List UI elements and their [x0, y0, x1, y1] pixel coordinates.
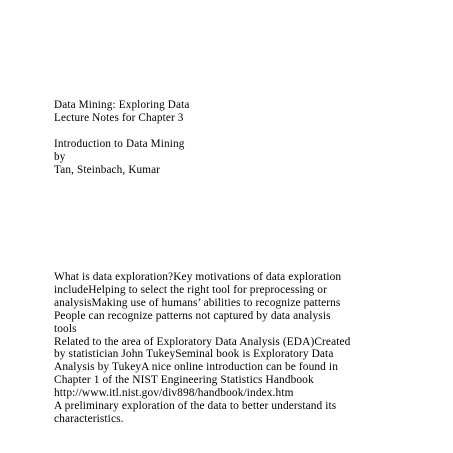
- title-gap: [54, 125, 414, 138]
- body-line: Related to the area of Exploratory Data Analysis (EDA)Created: [54, 335, 351, 348]
- subtitle-line: Introduction to Data Mining: [54, 138, 185, 151]
- body-line: analysisMaking use of humans’ abilities to recognize patterns: [54, 296, 341, 309]
- body-line: characteristics.: [54, 412, 124, 425]
- body-line: by statistician John TukeySeminal book is Exploratory Data: [54, 348, 334, 361]
- body-line: Chapter 1 of the NIST Engineering Statistics Handbook: [54, 374, 314, 387]
- body-text: [54, 271, 406, 426]
- body-line: People can recognize patterns not captured by data analysis: [54, 309, 331, 322]
- title-line: Lecture Notes for Chapter 3: [54, 112, 184, 125]
- subtitle-line: by: [54, 151, 66, 164]
- body-line: includeHelping to select the right tool for preprocessing or: [54, 283, 327, 296]
- title-block: [54, 99, 414, 177]
- subtitle-line: Tan, Steinbach, Kumar: [54, 164, 161, 177]
- body-line: What is data exploration?Key motivations of data exploration: [54, 271, 342, 283]
- body-line: tools: [54, 322, 77, 335]
- nist-handbook-url: http://www.itl.nist.gov/div898/handbook/index.htm: [54, 387, 294, 400]
- body-line: A preliminary exploration of the data to better understand its: [54, 400, 337, 413]
- title-line: Data Mining: Exploring Data: [54, 99, 190, 111]
- body-line: Analysis by TukeyA nice online introduction can be found in: [54, 361, 338, 374]
